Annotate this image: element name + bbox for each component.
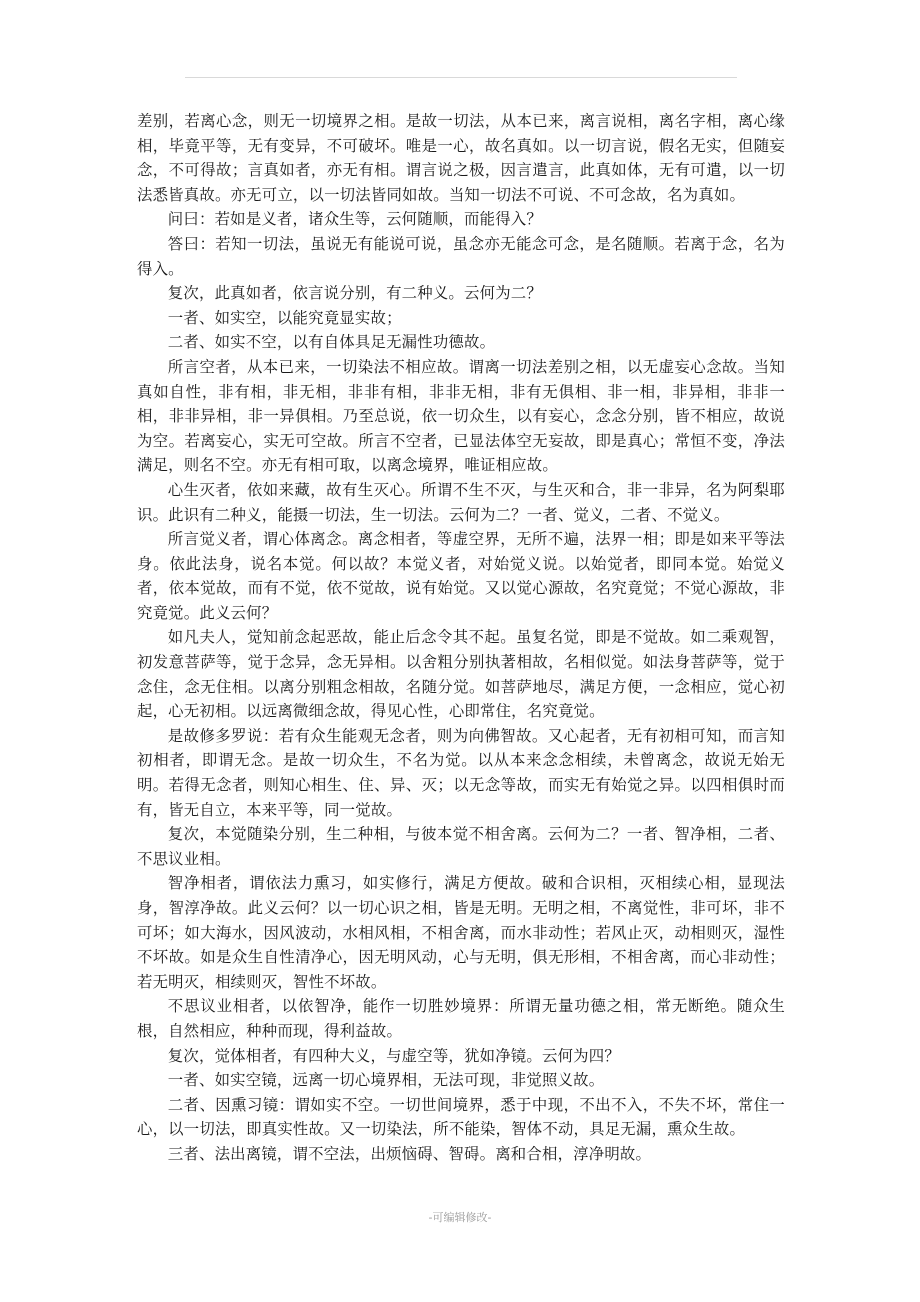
paragraph: 一者、如实空镜，远离一切心境界相，无法可现，非觉照义故。: [167, 1071, 605, 1090]
document-body: [137, 109, 785, 1167]
paragraph: 二者、如实不空，以有自体具足无漏性功德故。: [167, 333, 496, 352]
page-footer: -可编辑修改-: [428, 1211, 492, 1224]
paragraph: 是故修多罗说：若有众生能观无念者，则为向佛智故。又心起者，无有初相可知，而言知初相者，即谓无念。是故一切众生，不名为觉。以从本来念念相续，未曾离念，故说无始无明。若得无念者，则知心相生、住、异、灭；以无念等故，而实无有始觉之异。以四相俱时而有，皆无自立，本来平等，同一觉故。: [137, 726, 785, 819]
paragraph: 一者、如实空，以能究竟显实故；: [167, 308, 402, 327]
paragraph: 不思议业相者，以依智净，能作一切胜妙境界：所谓无量功德之相，常无断绝。随众生根，自然相应，种种而现，得利益故。: [137, 997, 785, 1040]
paragraph: 二者、因熏习镜：谓如实不空。一切世间境界，悉于中现，不出不入，不失不坏，常住一心，以一切法，即真实性故。又一切染法，所不能染，智体不动，具足无漏，熏众生故。: [137, 1095, 785, 1139]
paragraph: 复次，觉体相者，有四种大义，与虚空等，犹如净镜。云何为四？: [167, 1046, 620, 1065]
paragraph: 差别，若离心念，则无一切境界之相。是故一切法，从本已来，离言说相，离名字相，离心缘相，毕竟平等，无有变异，不可破坏。唯是一心，故名真如。以一切言说，假名无实，但随妄念，不可得故；言真如者，亦无有相。谓言说之极，因言遣言，此真如体，无有可遣，以一切法悉皆真故。亦无可立，以一切法皆同如故。当知一切法不可说、不可念故，名为真如。: [137, 112, 785, 204]
paragraph: 复次，本觉随染分别，生二种相，与彼本觉不相舍离。云何为二？一者、智净相，二者、不思议业相。: [137, 825, 785, 868]
paragraph: 所言觉义者，谓心体离念。离念相者，等虚空界，无所不遍，法界一相；即是如来平等法身。依此法身，说名本觉。何以故？本觉义者，对始觉义说。以始觉者，即同本觉。始觉义者，依本觉故，而有不觉，依不觉故，说有始觉。又以觉心源故，名究竟觉；不觉心源故，非究竟觉。此义云何？: [137, 530, 785, 622]
paragraph: 所言空者，从本已来，一切染法不相应故。谓离一切法差别之相，以无虚妄心念故。当知真如自性，非有相，非无相，非非有相，非非无相，非有无俱相、非一相，非异相，非非一相，非非异相，非一异俱相。乃至总说，依一切众生，以有妄心，念念分别，皆不相应，故说为空。若离妄心，实无可空故。所言不空者，已显法体空无妄故，即是真心；常恒不变，净法满足，则名不空。亦无有相可取，以离念境界，唯证相应故。: [137, 357, 785, 475]
paragraph: 智净相者，谓依法力熏习，如实修行，满足方便故。破和合识相，灭相续心相，显现法身，智淳净故。此义云何？以一切心识之相，皆是无明。无明之相，不离觉性，非可坏，非不可坏；如大海水，因风波动，水相风相，不相舍离，而水非动性；若风止灭，动相则灭，湿性不坏故。如是众生自性清净心，因无明风动，心与无明，俱无形相，不相舍离，而心非动性；若无明灭，相续则灭，智性不坏故。: [137, 874, 785, 991]
paragraph: 如凡夫人，觉知前念起恶故，能止后念令其不起。虽复名觉，即是不觉故。如二乘观智，初发意菩萨等，觉于念异，念无异相。以舍粗分别执著相故，名相似觉。如法身菩萨等，觉于念住，念无住相。以离分别粗念相故，名随分觉。如菩萨地尽，满足方便，一念相应，觉心初起，心无初相。以远离微细念故，得见心性，心即常住，名究竟觉。: [137, 628, 785, 721]
paragraph: 心生灭者，依如来藏，故有生灭心。所谓不生不灭，与生灭和合，非一非异，名为阿梨耶识。此识有二种义，能摄一切法，生一切法。云何为二？一者、觉义，二者、不觉义。: [137, 480, 785, 524]
header-rule: [185, 77, 737, 78]
paragraph: 问曰：若如是义者，诸众生等，云何随顺，而能得入？: [167, 210, 542, 229]
paragraph: 三者、法出离镜，谓不空法，出烦恼碍、智碍。离和合相，淳净明故。: [167, 1144, 652, 1163]
paragraph: 答曰：若知一切法，虽说无有能说可说，虽念亦无能念可念，是名随顺。若离于念，名为得入。: [137, 234, 785, 278]
paragraph: 复次，此真如者，依言说分别，有二种义。云何为二？: [167, 284, 542, 303]
